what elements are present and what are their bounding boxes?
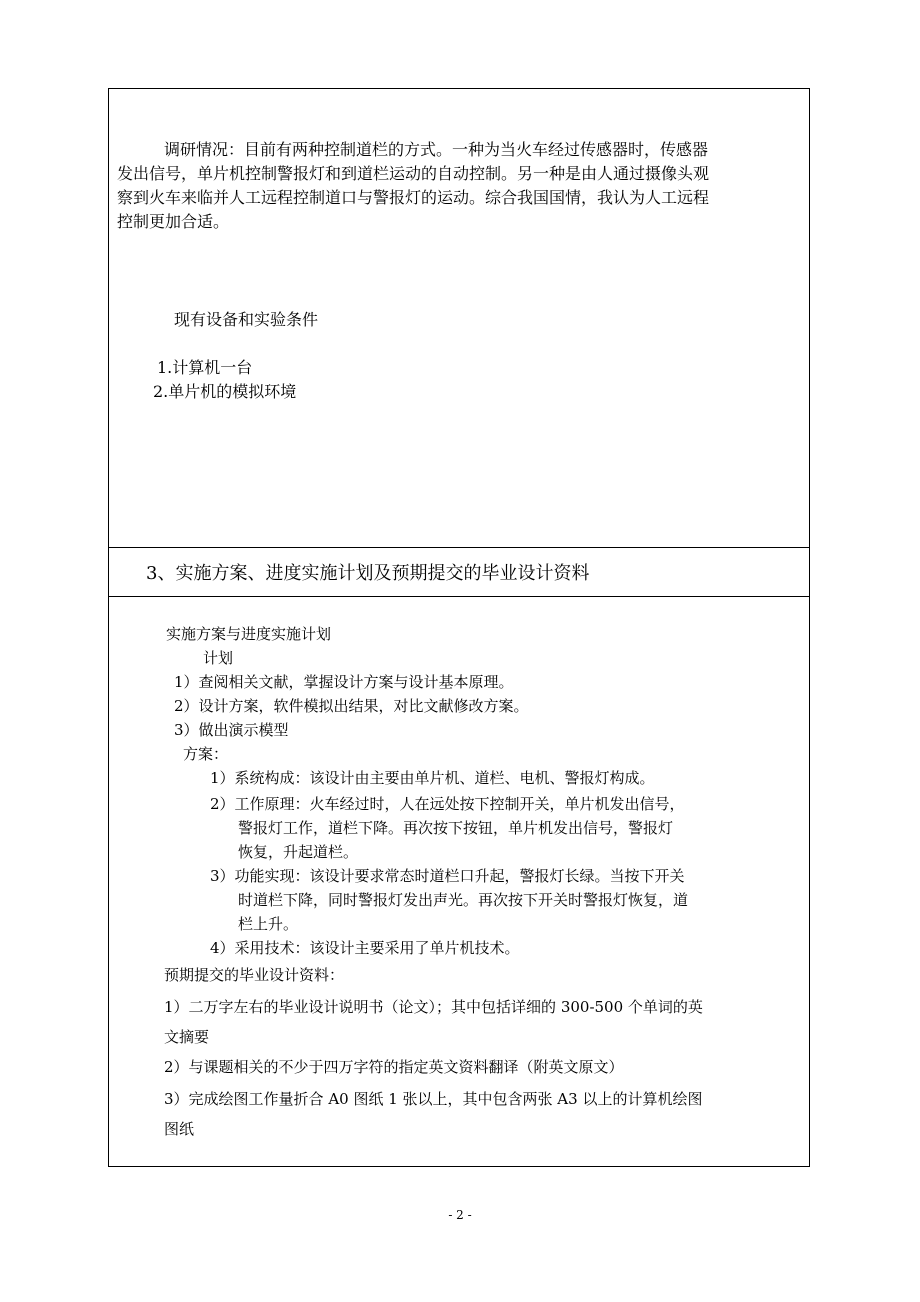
survey-line: 察到火车来临并人工远程控制道口与警报灯的运动。综合我国国情，我认为人工远程	[117, 188, 710, 207]
deliverable-line: 1）二万字左右的毕业设计说明书（论文）；其中包括详细的 300-500 个单词的英	[164, 998, 703, 1016]
plan-step: 2）设计方案，软件模拟出结果，对比文献修改方案。	[174, 697, 529, 715]
scheme-line: 3）功能实现：该设计要求常态时道栏口升起，警报灯长绿。当按下开关	[210, 867, 685, 885]
deliverable-line: 3）完成绘图工作量折合 A0 图纸 1 张以上，其中包含两张 A3 以上的计算机绘图	[164, 1090, 703, 1108]
equipment-title: 现有设备和实验条件	[174, 310, 319, 329]
scheme-line: 1）系统构成：该设计由主要由单片机、道栏、电机、警报灯构成。	[210, 769, 655, 787]
scheme-line: 4）采用技术：该设计主要采用了单片机技术。	[210, 939, 520, 957]
table-divider	[109, 547, 809, 548]
scheme-line: 警报灯工作，道栏下降。再次按下按钮，单片机发出信号，警报灯	[238, 819, 674, 837]
deliverable-line: 文摘要	[164, 1028, 210, 1046]
scheme-line: 恢复，升起道栏。	[238, 843, 359, 861]
survey-line: 调研情况：目前有两种控制道栏的方式。一种为当火车经过传感器时，传感器	[164, 140, 709, 159]
equipment-item: 2.单片机的模拟环境	[153, 382, 297, 401]
survey-line: 发出信号，单片机控制警报灯和到道栏运动的自动控制。另一种是由人通过摄像头观	[117, 164, 710, 183]
scheme-line: 栏上升。	[238, 915, 299, 933]
section-heading: 3、实施方案、进度实施计划及预期提交的毕业设计资料	[146, 563, 590, 584]
deliverable-line: 图纸	[164, 1120, 195, 1138]
plan-title: 实施方案与进度实施计划	[166, 625, 332, 643]
scheme-line: 2）工作原理：火车经过时，人在远处按下控制开关，单片机发出信号，	[210, 795, 685, 813]
plan-step: 1）查阅相关文献，掌握设计方案与设计基本原理。	[174, 673, 514, 691]
scheme-title: 方案：	[183, 745, 229, 763]
deliverables-title: 预期提交的毕业设计资料：	[164, 966, 345, 984]
table-divider	[109, 596, 809, 597]
deliverable-line: 2）与课题相关的不少于四万字符的指定英文资料翻译（附英文原文）	[164, 1058, 624, 1076]
plan-subtitle: 计划	[203, 649, 234, 667]
page-number: - 2 -	[448, 1208, 472, 1222]
scheme-line: 时道栏下降，同时警报灯发出声光。再次按下开关时警报灯恢复，道	[238, 891, 689, 909]
survey-line: 控制更加合适。	[117, 212, 230, 231]
equipment-item: 1.计算机一台	[157, 358, 253, 377]
plan-step: 3）做出演示模型	[174, 721, 289, 739]
